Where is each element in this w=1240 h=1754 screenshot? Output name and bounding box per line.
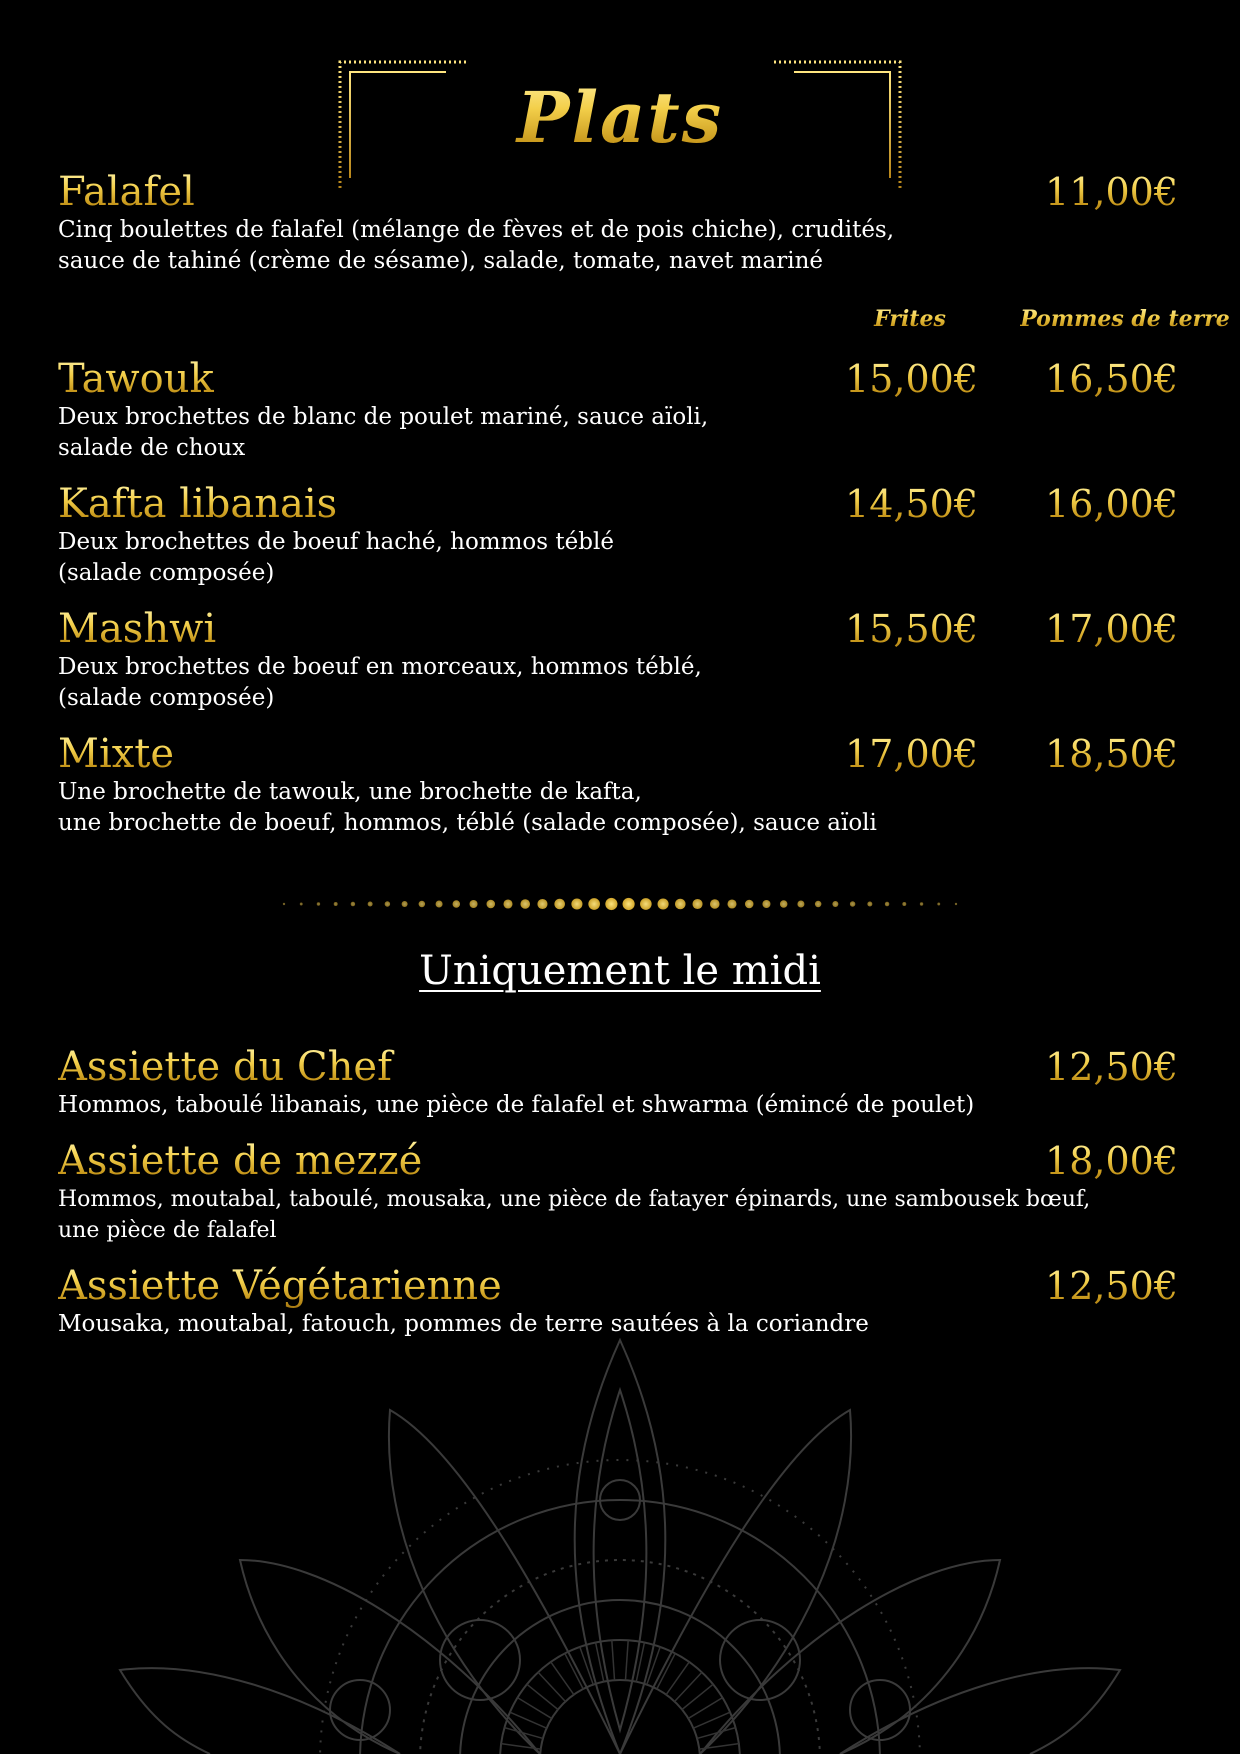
divider-dot [503,899,512,908]
item-description: Cinq boulettes de falafel (mélange de fèves et de pois chiche), crudités, sauce de tahiné (crème de sésame), salade, tomate, navet mariné [58,217,895,274]
divider-dot [658,898,669,909]
item-name: Assiette de mezzé [58,1139,1188,1183]
item-price-frites: 14,50€ [778,482,978,526]
divider-dot [937,903,940,906]
menu-item-falafel [58,170,1188,277]
divider-dot [368,902,373,907]
divider-dot [797,900,804,907]
item-price-frites: 15,00€ [778,357,978,401]
item-description: Hommos, moutabal, taboulé, mousaka, une pièce de fatayer épinards, une sambousek bœuf, une pièce de falafel [58,1187,1091,1243]
item-price-pommes: 16,50€ [978,357,1178,401]
divider-dot [867,902,872,907]
column-header-frites: Frites [850,306,970,332]
menu-item-tawouk [58,357,1188,464]
divider-dot [486,900,495,909]
mandala-background-ornament [80,1330,1160,1754]
item-price-pommes: 16,00€ [978,482,1178,526]
menu-item-assiette-vegetarienne [58,1264,1188,1340]
section-title-midi: Uniquement le midi [419,948,821,994]
item-price: 11,00€ [978,170,1178,214]
divider-dot [385,901,390,906]
divider-dot [675,899,686,910]
divider-dot [605,898,617,910]
item-price: 12,50€ [978,1045,1178,1089]
item-price-frites: 17,00€ [778,732,978,776]
divider-dot [588,898,600,910]
item-name: Tawouk [58,357,1188,401]
column-header-pommes-de-terre: Pommes de terre [1020,306,1230,332]
divider-dot [885,902,889,906]
divider-dot [710,899,720,909]
divider-dot [334,902,338,906]
item-price-frites: 15,50€ [778,607,978,651]
divider-dot [920,902,923,905]
divider-dot [436,900,443,907]
item-name: Assiette du Chef [58,1045,1188,1089]
divider-dot [402,901,408,907]
divider-dot [815,901,822,908]
item-description: Mousaka, moutabal, fatouch, pommes de terre sautées à la coriandre [58,1311,869,1337]
divider-dot [453,900,461,908]
page-title: Plats [336,70,904,166]
item-name: Falafel [58,170,1188,214]
divider-dot [640,898,652,910]
divider-dot [317,902,320,905]
divider-dot [520,899,530,909]
divider-dot [850,901,855,906]
item-name: Mixte [58,732,1188,776]
menu-item-kafta-libanais [58,482,1188,589]
dotted-divider-ornament [280,896,960,912]
divider-dot [902,902,906,906]
mandala-ray [565,1653,583,1689]
item-description: Deux brochettes de boeuf haché, hommos téblé (salade composée) [58,529,614,586]
divider-dot [351,902,355,906]
divider-dot [762,900,770,908]
mandala-ray [657,1653,675,1689]
menu-item-assiette-du-chef [58,1045,1188,1121]
item-description: Hommos, taboulé libanais, une pièce de falafel et shwarma (émincé de poulet) [58,1092,975,1118]
divider-dot [419,901,426,908]
divider-dot [727,899,736,908]
divider-dot [300,903,303,906]
item-name: Mashwi [58,607,1188,651]
item-description: Deux brochettes de blanc de poulet mariné, sauce aïoli, salade de choux [58,404,709,461]
menu-item-assiette-de-mezze [58,1139,1188,1246]
item-price: 18,00€ [978,1139,1178,1183]
divider-dot [780,900,788,908]
item-name: Kafta libanais [58,482,1188,526]
divider-dot [623,898,635,910]
item-price: 12,50€ [978,1264,1178,1308]
divider-dot [554,899,565,910]
divider-dot [955,903,957,905]
mandala-ray [625,1640,628,1680]
divider-dot [470,900,478,908]
mandala-ray [612,1640,615,1680]
menu-item-mashwi [58,607,1188,714]
divider-dot [537,899,547,909]
divider-dot [571,898,582,909]
divider-dot [283,903,285,905]
item-description: Deux brochettes de boeuf en morceaux, hommos téblé, (salade composée) [58,654,702,711]
item-description: Une brochette de tawouk, une brochette de kafta, une brochette de boeuf, hommos, téblé (salade composée), sauce aïoli [58,779,877,836]
divider-dot [745,900,754,909]
item-name: Assiette Végétarienne [58,1264,1188,1308]
divider-dot [692,899,702,909]
item-price-pommes: 17,00€ [978,607,1178,651]
divider-dot [832,901,838,907]
item-price-pommes: 18,50€ [978,732,1178,776]
menu-item-mixte [58,732,1188,839]
